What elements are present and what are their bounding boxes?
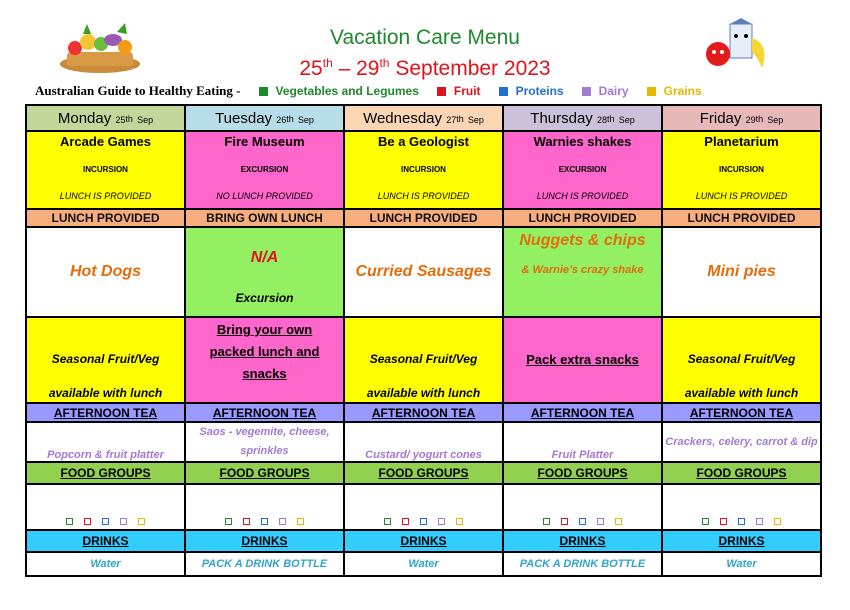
food-groups-label-row [26, 462, 821, 484]
day-date-suffix: th [755, 113, 764, 124]
event-cell [185, 131, 344, 209]
food-group-checkbox[interactable] [243, 518, 250, 525]
lunch-row [26, 209, 821, 227]
afternoon-tea-label: AFTERNOON TEA [344, 403, 503, 422]
menu-table [25, 104, 822, 577]
lunch-cell: LUNCH PROVIDED [662, 209, 821, 227]
snack-text-2: available with lunch [48, 386, 163, 400]
main-meal-cell [344, 227, 503, 317]
snack-text: Seasonal Fruit/Veg [51, 352, 160, 366]
snack-cell [503, 317, 662, 403]
food-group-checkbox[interactable] [774, 518, 781, 525]
day-month: Sep [137, 114, 154, 125]
day-header [26, 105, 185, 131]
afternoon-tea-item: Custard/ yogurt cones [344, 422, 503, 462]
event-type: EXCURSION [240, 165, 289, 174]
healthy-eating-legend [35, 82, 716, 100]
snack-text-2: available with lunch [684, 386, 799, 400]
menu-title: Vacation Care Menu [330, 26, 520, 49]
day-month: Sep [767, 114, 784, 125]
main-meal: Mini pies [707, 263, 776, 280]
event-row [26, 131, 821, 209]
main-meal-cell [662, 227, 821, 317]
main-meal-cell [185, 227, 344, 317]
day-header [344, 105, 503, 131]
food-group-checkbox[interactable] [420, 518, 427, 525]
main-meal-row [26, 227, 821, 317]
food-group-checkbox[interactable] [597, 518, 604, 525]
day-header [662, 105, 821, 131]
legend-swatch [499, 87, 508, 96]
lunch-note: LUNCH IS PROVIDED [377, 191, 470, 201]
main-meal: Hot Dogs [69, 263, 142, 280]
snack-text-2: available with lunch [366, 386, 481, 400]
legend-swatch [647, 87, 656, 96]
event-name: Fire Museum [224, 134, 305, 149]
lunch-note: NO LUNCH PROVIDED [216, 191, 313, 201]
day-name: Wednesday [363, 109, 443, 127]
afternoon-tea-item: Fruit Platter [503, 422, 662, 462]
lunch-cell: LUNCH PROVIDED [344, 209, 503, 227]
event-cell [662, 131, 821, 209]
drink-item: PACK A DRINK BOTTLE [503, 552, 662, 576]
main-meal: N/A [250, 249, 279, 266]
food-group-checkboxes [503, 484, 662, 530]
day-header-row [26, 105, 821, 131]
legend-swatch [259, 87, 268, 96]
food-group-checkbox[interactable] [279, 518, 286, 525]
day-date-suffix: th [607, 113, 615, 124]
drink-item: Water [344, 552, 503, 576]
food-group-checkbox-set [27, 518, 184, 525]
food-group-checkbox[interactable] [456, 518, 463, 525]
drinks-label-row [26, 530, 821, 552]
lunch-note: LUNCH IS PROVIDED [59, 191, 152, 201]
food-group-checkbox[interactable] [402, 518, 409, 525]
drink-item: PACK A DRINK BOTTLE [185, 552, 344, 576]
afternoon-tea-label: AFTERNOON TEA [26, 403, 185, 422]
day-month: Sep [297, 114, 314, 125]
afternoon-tea-row [26, 422, 821, 462]
food-group-checkbox[interactable] [102, 518, 109, 525]
drinks-label: DRINKS [344, 530, 503, 552]
event-type: INCURSION [719, 165, 764, 174]
main-meal-cell [503, 227, 662, 317]
drinks-row [26, 552, 821, 576]
day-name: Thursday [530, 109, 593, 127]
food-groups-label: FOOD GROUPS [185, 462, 344, 484]
food-group-checkbox[interactable] [720, 518, 727, 525]
day-month: Sep [467, 114, 484, 125]
main-meal-cell [26, 227, 185, 317]
snack-cell [26, 317, 185, 403]
snack-text: Bring your own packed lunch and snacks [209, 322, 320, 381]
legend-item-dairy: Dairy [598, 84, 629, 98]
afternoon-tea-label: AFTERNOON TEA [185, 403, 344, 422]
snack-cell [344, 317, 503, 403]
event-cell [344, 131, 503, 209]
food-group-checkbox[interactable] [561, 518, 568, 525]
lunch-cell: LUNCH PROVIDED [26, 209, 185, 227]
food-group-checkboxes [185, 484, 344, 530]
food-groups-label: FOOD GROUPS [26, 462, 185, 484]
food-group-checkbox-set [663, 518, 820, 525]
food-groups-label: FOOD GROUPS [344, 462, 503, 484]
food-groups-label: FOOD GROUPS [503, 462, 662, 484]
event-name: Warnies shakes [533, 134, 632, 149]
afternoon-tea-item: Crackers, celery, carrot & dip [662, 422, 821, 462]
food-group-checkbox[interactable] [438, 518, 445, 525]
food-group-checkbox[interactable] [702, 518, 709, 525]
event-type: INCURSION [83, 165, 128, 174]
afternoon-tea-label: AFTERNOON TEA [503, 403, 662, 422]
food-group-checkbox[interactable] [261, 518, 268, 525]
food-group-checkboxes [26, 484, 185, 530]
snack-cell [662, 317, 821, 403]
snack-row [26, 317, 821, 403]
food-groups-label: FOOD GROUPS [662, 462, 821, 484]
snack-text: Seasonal Fruit/Veg [687, 352, 796, 366]
day-date: 28 [596, 114, 607, 125]
milk-and-fruit-icon [702, 18, 774, 74]
afternoon-tea-label-row [26, 403, 821, 422]
food-group-checkbox-set [345, 518, 502, 525]
food-group-checkboxes [662, 484, 821, 530]
food-group-checkbox[interactable] [225, 518, 232, 525]
day-date: 27 [446, 114, 457, 125]
day-name: Monday [57, 109, 112, 127]
day-date: 25 [115, 114, 126, 125]
legend-swatch [437, 87, 446, 96]
food-groups-row [26, 484, 821, 530]
main-meal: Curried Sausages [355, 263, 492, 280]
afternoon-tea-item: Saos - vegemite, cheese, sprinkles [185, 422, 344, 462]
food-group-checkbox[interactable] [615, 518, 622, 525]
drinks-label: DRINKS [185, 530, 344, 552]
snack-cell [185, 317, 344, 403]
event-cell [26, 131, 185, 209]
food-group-checkbox[interactable] [66, 518, 73, 525]
food-group-checkbox[interactable] [84, 518, 91, 525]
food-group-checkbox[interactable] [297, 518, 304, 525]
main-meal-note: Excursion [235, 291, 294, 305]
drinks-label: DRINKS [26, 530, 185, 552]
food-group-checkbox[interactable] [738, 518, 745, 525]
event-name: Planetarium [704, 134, 779, 149]
day-date-suffix: th [125, 113, 133, 124]
day-month: Sep [618, 114, 635, 125]
menu-dates: 25th – 29th September 2023 [299, 56, 551, 80]
drinks-label: DRINKS [662, 530, 821, 552]
day-date: 26 [276, 114, 287, 125]
legend-item-vegetables: Vegetables and Legumes [275, 84, 419, 98]
afternoon-tea-label: AFTERNOON TEA [662, 403, 821, 422]
food-group-checkbox[interactable] [579, 518, 586, 525]
event-type: EXCURSION [558, 165, 607, 174]
food-group-checkbox[interactable] [384, 518, 391, 525]
drink-item: Water [662, 552, 821, 576]
fruit-basket-icon [55, 22, 145, 74]
legend-item-fruit: Fruit [453, 84, 481, 98]
food-group-checkbox[interactable] [543, 518, 550, 525]
day-header [185, 105, 344, 131]
day-date-suffix: th [456, 113, 464, 124]
event-name: Be a Geologist [377, 134, 470, 149]
event-cell [503, 131, 662, 209]
legend-item-proteins: Proteins [515, 84, 564, 98]
food-group-checkbox[interactable] [756, 518, 763, 525]
snack-text: Pack extra snacks [526, 352, 639, 367]
lunch-note: LUNCH IS PROVIDED [536, 191, 629, 201]
lunch-cell: BRING OWN LUNCH [185, 209, 344, 227]
event-type: INCURSION [401, 165, 446, 174]
day-header [503, 105, 662, 131]
legend-swatch [582, 87, 591, 96]
food-group-checkbox-set [186, 518, 343, 525]
main-meal-note: & Warnie’s crazy shake [521, 264, 644, 276]
day-name: Tuesday [215, 109, 273, 127]
afternoon-tea-item: Popcorn & fruit platter [26, 422, 185, 462]
day-date: 29 [745, 114, 756, 125]
day-date-suffix: th [286, 113, 294, 124]
lunch-cell: LUNCH PROVIDED [503, 209, 662, 227]
drink-item: Water [26, 552, 185, 576]
food-group-checkbox[interactable] [138, 518, 145, 525]
lunch-note: LUNCH IS PROVIDED [695, 191, 788, 201]
food-group-checkbox-set [504, 518, 661, 525]
event-name: Arcade Games [59, 134, 152, 149]
drinks-label: DRINKS [503, 530, 662, 552]
day-name: Friday [699, 109, 742, 127]
main-meal: Nuggets & chips [519, 232, 646, 249]
food-group-checkboxes [344, 484, 503, 530]
snack-text: Seasonal Fruit/Veg [369, 352, 478, 366]
legend-label: Australian Guide to Healthy Eating - [35, 83, 241, 98]
legend-item-grains: Grains [663, 84, 702, 98]
food-group-checkbox[interactable] [120, 518, 127, 525]
